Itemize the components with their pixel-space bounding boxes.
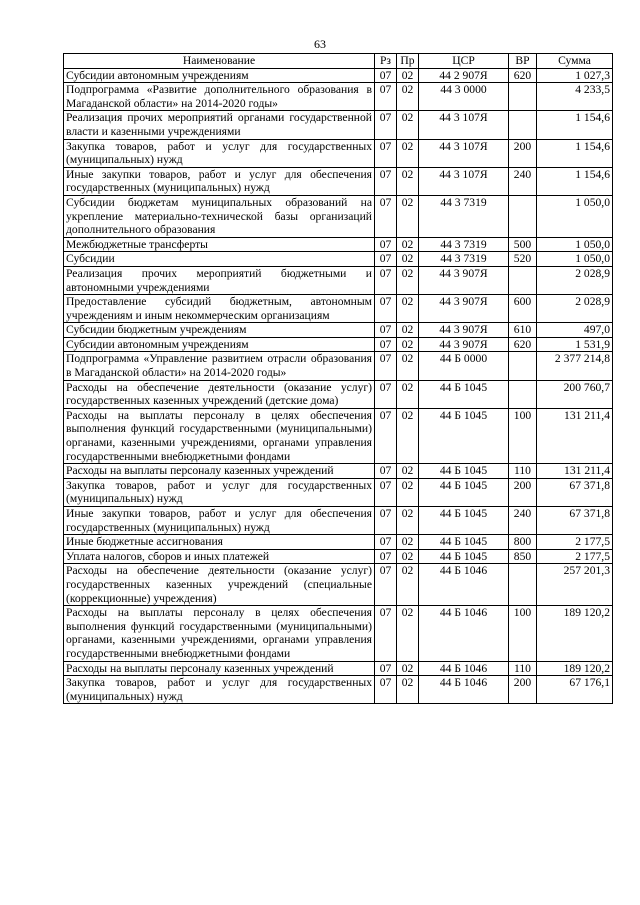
sum-cell: 67 176,1 xyxy=(537,676,613,704)
sum-cell: 131 211,4 xyxy=(537,408,613,463)
csr-cell: 44 Б 1045 xyxy=(419,549,509,564)
pr-cell: 02 xyxy=(397,167,419,195)
csr-cell: 44 3 7319 xyxy=(419,252,509,267)
name-cell: Расходы на выплаты персоналу в целях обеспечения выполнения функций государственными (муниципальными) органами, казенными учреждениями, органами управления государственными внебюджетными фондами xyxy=(64,408,375,463)
rz-cell: 07 xyxy=(375,295,397,323)
rz-cell: 07 xyxy=(375,167,397,195)
vr-cell: 200 xyxy=(509,478,537,506)
csr-cell: 44 Б 0000 xyxy=(419,352,509,380)
vr-cell: 610 xyxy=(509,323,537,338)
rz-cell: 07 xyxy=(375,408,397,463)
csr-cell: 44 Б 1046 xyxy=(419,661,509,676)
csr-cell: 44 3 7319 xyxy=(419,195,509,237)
name-cell: Закупка товаров, работ и услуг для государственных (муниципальных) нужд xyxy=(64,676,375,704)
table-row xyxy=(64,337,613,352)
table-row xyxy=(64,408,613,463)
name-cell: Межбюджетные трансферты xyxy=(64,237,375,252)
sum-cell: 1 154,6 xyxy=(537,111,613,139)
pr-cell: 02 xyxy=(397,83,419,111)
table-row xyxy=(64,111,613,139)
name-cell: Субсидии xyxy=(64,252,375,267)
vr-cell: 100 xyxy=(509,606,537,661)
csr-cell: 44 Б 1046 xyxy=(419,564,509,606)
vr-cell: 520 xyxy=(509,252,537,267)
pr-cell: 02 xyxy=(397,676,419,704)
pr-cell: 02 xyxy=(397,68,419,83)
vr-cell: 620 xyxy=(509,68,537,83)
sum-cell: 1 050,0 xyxy=(537,195,613,237)
rz-cell: 07 xyxy=(375,266,397,294)
pr-cell: 02 xyxy=(397,139,419,167)
vr-cell: 200 xyxy=(509,139,537,167)
csr-cell: 44 3 907Я xyxy=(419,323,509,338)
pr-cell: 02 xyxy=(397,252,419,267)
name-cell: Расходы на выплаты персоналу казенных учреждений xyxy=(64,464,375,479)
csr-cell: 44 3 107Я xyxy=(419,139,509,167)
vr-cell: 620 xyxy=(509,337,537,352)
rz-cell: 07 xyxy=(375,337,397,352)
name-cell: Подпрограмма «Управление развитием отрасли образования в Магаданской области» на 2014-2020 годы» xyxy=(64,352,375,380)
table-row xyxy=(64,139,613,167)
sum-cell: 189 120,2 xyxy=(537,661,613,676)
header-csr: ЦСР xyxy=(419,54,509,69)
header-sum: Сумма xyxy=(537,54,613,69)
page-number: 63 xyxy=(314,37,326,51)
pr-cell: 02 xyxy=(397,295,419,323)
vr-cell: 240 xyxy=(509,167,537,195)
sum-cell: 1 050,0 xyxy=(537,252,613,267)
name-cell: Расходы на выплаты персоналу в целях обеспечения выполнения функций государственными (муниципальными) органами, казенными учреждениями, органами управления государственными внебюджетными фондами xyxy=(64,606,375,661)
csr-cell: 44 Б 1045 xyxy=(419,478,509,506)
sum-cell: 2 177,5 xyxy=(537,535,613,550)
name-cell: Субсидии бюджетам муниципальных образований на укрепление материально-технической базы организаций дополнительного образования xyxy=(64,195,375,237)
table-row xyxy=(64,606,613,661)
sum-cell: 67 371,8 xyxy=(537,478,613,506)
rz-cell: 07 xyxy=(375,111,397,139)
pr-cell: 02 xyxy=(397,408,419,463)
sum-cell: 1 154,6 xyxy=(537,167,613,195)
table-row xyxy=(64,507,613,535)
table-row xyxy=(64,352,613,380)
table-row xyxy=(64,295,613,323)
csr-cell: 44 3 907Я xyxy=(419,337,509,352)
header-vr: ВР xyxy=(509,54,537,69)
vr-cell: 240 xyxy=(509,507,537,535)
name-cell: Закупка товаров, работ и услуг для государственных (муниципальных) нужд xyxy=(64,139,375,167)
rz-cell: 07 xyxy=(375,380,397,408)
vr-cell xyxy=(509,380,537,408)
table-body xyxy=(64,68,613,704)
pr-cell: 02 xyxy=(397,337,419,352)
csr-cell: 44 Б 1045 xyxy=(419,535,509,550)
sum-cell: 4 233,5 xyxy=(537,83,613,111)
name-cell: Иные закупки товаров, работ и услуг для обеспечения государственных (муниципальных) нужд xyxy=(64,167,375,195)
rz-cell: 07 xyxy=(375,661,397,676)
rz-cell: 07 xyxy=(375,478,397,506)
rz-cell: 07 xyxy=(375,535,397,550)
table-row xyxy=(64,380,613,408)
rz-cell: 07 xyxy=(375,507,397,535)
pr-cell: 02 xyxy=(397,464,419,479)
rz-cell: 07 xyxy=(375,676,397,704)
header-name: Наименование xyxy=(64,54,375,69)
csr-cell: 44 3 907Я xyxy=(419,295,509,323)
name-cell: Иные бюджетные ассигнования xyxy=(64,535,375,550)
csr-cell: 44 3 7319 xyxy=(419,237,509,252)
sum-cell: 2 028,9 xyxy=(537,266,613,294)
table-row xyxy=(64,535,613,550)
vr-cell: 110 xyxy=(509,661,537,676)
pr-cell: 02 xyxy=(397,661,419,676)
pr-cell: 02 xyxy=(397,535,419,550)
rz-cell: 07 xyxy=(375,237,397,252)
header-pr: Пр xyxy=(397,54,419,69)
pr-cell: 02 xyxy=(397,606,419,661)
csr-cell: 44 Б 1045 xyxy=(419,464,509,479)
table-row xyxy=(64,68,613,83)
vr-cell: 850 xyxy=(509,549,537,564)
header-rz: Рз xyxy=(375,54,397,69)
sum-cell: 200 760,7 xyxy=(537,380,613,408)
name-cell: Подпрограмма «Развитие дополнительного образования в Магаданской области» на 2014-2020 годы» xyxy=(64,83,375,111)
rz-cell: 07 xyxy=(375,352,397,380)
table-row xyxy=(64,83,613,111)
vr-cell: 200 xyxy=(509,676,537,704)
pr-cell: 02 xyxy=(397,266,419,294)
vr-cell xyxy=(509,266,537,294)
name-cell: Расходы на выплаты персоналу казенных учреждений xyxy=(64,661,375,676)
name-cell: Субсидии бюджетным учреждениям xyxy=(64,323,375,338)
sum-cell: 497,0 xyxy=(537,323,613,338)
csr-cell: 44 3 0000 xyxy=(419,83,509,111)
sum-cell: 189 120,2 xyxy=(537,606,613,661)
name-cell: Предоставление субсидий бюджетным, автономным учреждениям и иным некоммерческим организациям xyxy=(64,295,375,323)
table-row xyxy=(64,464,613,479)
rz-cell: 07 xyxy=(375,195,397,237)
pr-cell: 02 xyxy=(397,352,419,380)
sum-cell: 257 201,3 xyxy=(537,564,613,606)
name-cell: Иные закупки товаров, работ и услуг для обеспечения государственных (муниципальных) нужд xyxy=(64,507,375,535)
name-cell: Расходы на обеспечение деятельности (оказание услуг) государственных казенных учреждений (специальные (коррекционные) учреждения) xyxy=(64,564,375,606)
vr-cell: 500 xyxy=(509,237,537,252)
rz-cell: 07 xyxy=(375,549,397,564)
sum-cell: 2 377 214,8 xyxy=(537,352,613,380)
table-row xyxy=(64,323,613,338)
table-row xyxy=(64,252,613,267)
name-cell: Уплата налогов, сборов и иных платежей xyxy=(64,549,375,564)
name-cell: Субсидии автономным учреждениям xyxy=(64,337,375,352)
rz-cell: 07 xyxy=(375,564,397,606)
csr-cell: 44 Б 1046 xyxy=(419,606,509,661)
pr-cell: 02 xyxy=(397,478,419,506)
vr-cell: 600 xyxy=(509,295,537,323)
pr-cell: 02 xyxy=(397,549,419,564)
table-row xyxy=(64,661,613,676)
pr-cell: 02 xyxy=(397,323,419,338)
pr-cell: 02 xyxy=(397,111,419,139)
vr-cell xyxy=(509,195,537,237)
budget-table xyxy=(63,53,613,704)
sum-cell: 1 050,0 xyxy=(537,237,613,252)
vr-cell: 100 xyxy=(509,408,537,463)
sum-cell: 2 028,9 xyxy=(537,295,613,323)
table-row xyxy=(64,549,613,564)
table-row xyxy=(64,237,613,252)
name-cell: Реализация прочих мероприятий бюджетными и автономными учреждениями xyxy=(64,266,375,294)
table-row xyxy=(64,167,613,195)
csr-cell: 44 3 107Я xyxy=(419,167,509,195)
table-row xyxy=(64,676,613,704)
rz-cell: 07 xyxy=(375,464,397,479)
sum-cell: 2 177,5 xyxy=(537,549,613,564)
table-row xyxy=(64,564,613,606)
vr-cell xyxy=(509,352,537,380)
csr-cell: 44 Б 1046 xyxy=(419,676,509,704)
rz-cell: 07 xyxy=(375,252,397,267)
csr-cell: 44 Б 1045 xyxy=(419,408,509,463)
name-cell: Расходы на обеспечение деятельности (оказание услуг) государственных казенных учреждений (детские дома) xyxy=(64,380,375,408)
csr-cell: 44 3 107Я xyxy=(419,111,509,139)
rz-cell: 07 xyxy=(375,139,397,167)
csr-cell: 44 2 907Я xyxy=(419,68,509,83)
pr-cell: 02 xyxy=(397,380,419,408)
rz-cell: 07 xyxy=(375,83,397,111)
csr-cell: 44 Б 1045 xyxy=(419,380,509,408)
name-cell: Реализация прочих мероприятий органами государственной власти и казенными учреждениями xyxy=(64,111,375,139)
vr-cell: 110 xyxy=(509,464,537,479)
sum-cell: 1 154,6 xyxy=(537,139,613,167)
pr-cell: 02 xyxy=(397,564,419,606)
rz-cell: 07 xyxy=(375,68,397,83)
name-cell: Закупка товаров, работ и услуг для государственных (муниципальных) нужд xyxy=(64,478,375,506)
pr-cell: 02 xyxy=(397,195,419,237)
name-cell: Субсидии автономным учреждениям xyxy=(64,68,375,83)
sum-cell: 1 531,9 xyxy=(537,337,613,352)
table-row xyxy=(64,266,613,294)
table-row xyxy=(64,195,613,237)
sum-cell: 131 211,4 xyxy=(537,464,613,479)
csr-cell: 44 3 907Я xyxy=(419,266,509,294)
pr-cell: 02 xyxy=(397,507,419,535)
rz-cell: 07 xyxy=(375,323,397,338)
vr-cell xyxy=(509,564,537,606)
vr-cell: 800 xyxy=(509,535,537,550)
sum-cell: 67 371,8 xyxy=(537,507,613,535)
sum-cell: 1 027,3 xyxy=(537,68,613,83)
vr-cell xyxy=(509,83,537,111)
pr-cell: 02 xyxy=(397,237,419,252)
table-row xyxy=(64,478,613,506)
vr-cell xyxy=(509,111,537,139)
csr-cell: 44 Б 1045 xyxy=(419,507,509,535)
rz-cell: 07 xyxy=(375,606,397,661)
table-header-row xyxy=(64,54,613,69)
